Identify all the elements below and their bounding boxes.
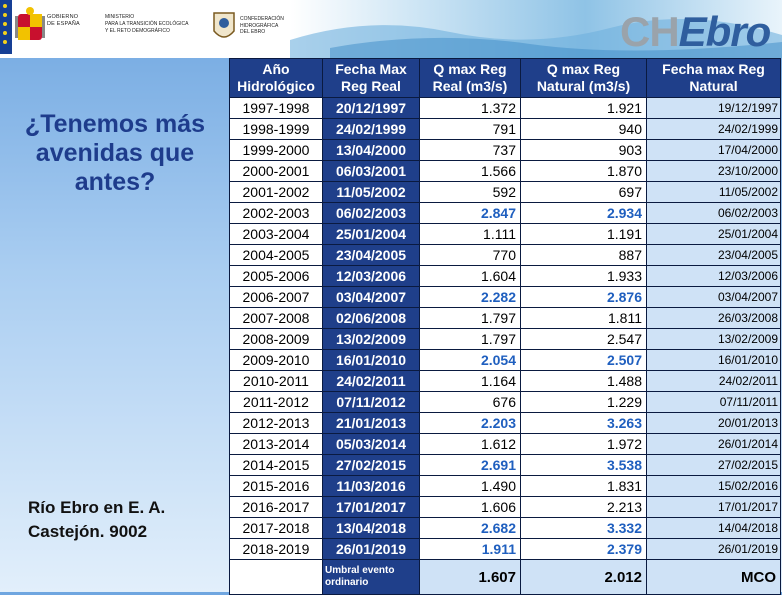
- q-real-cell: 592: [420, 182, 521, 203]
- q-natural-cell: 1.811: [521, 308, 647, 329]
- year-cell: 2012-2013: [230, 413, 323, 434]
- q-real-cell: 1.612: [420, 434, 521, 455]
- table-row: [230, 371, 781, 392]
- q-real-cell: 1.797: [420, 308, 521, 329]
- q-natural-cell: 1.488: [521, 371, 647, 392]
- date-real-cell: 17/01/2017: [323, 497, 420, 518]
- date-real-cell: 11/05/2002: [323, 182, 420, 203]
- col-header-year: Año Hidrológico: [230, 59, 323, 98]
- table-row: [230, 350, 781, 371]
- chebro-brand: CHEbro: [620, 8, 771, 55]
- q-natural-cell: 3.332: [521, 518, 647, 539]
- table-row: [230, 161, 781, 182]
- date-natural-cell: 19/12/1997: [647, 98, 781, 119]
- threshold-blank-cell: [230, 560, 323, 595]
- date-real-cell: 02/06/2008: [323, 308, 420, 329]
- year-cell: 2002-2003: [230, 203, 323, 224]
- year-cell: 2017-2018: [230, 518, 323, 539]
- table-row: [230, 182, 781, 203]
- q-natural-cell: 1.191: [521, 224, 647, 245]
- col-header-date-natural: Fecha max Reg Natural: [647, 59, 781, 98]
- year-cell: 1999-2000: [230, 140, 323, 161]
- table-row: [230, 518, 781, 539]
- date-natural-cell: 07/11/2011: [647, 392, 781, 413]
- date-natural-cell: 03/04/2007: [647, 287, 781, 308]
- q-natural-cell: 1.921: [521, 98, 647, 119]
- q-real-cell: 737: [420, 140, 521, 161]
- q-real-cell: 2.203: [420, 413, 521, 434]
- date-natural-cell: 24/02/2011: [647, 371, 781, 392]
- date-real-cell: 05/03/2014: [323, 434, 420, 455]
- table-row: [230, 413, 781, 434]
- date-real-cell: 03/04/2007: [323, 287, 420, 308]
- q-real-cell: 1.566: [420, 161, 521, 182]
- date-natural-cell: 15/02/2016: [647, 476, 781, 497]
- table-row: [230, 287, 781, 308]
- table-row: [230, 224, 781, 245]
- date-real-cell: 11/03/2016: [323, 476, 420, 497]
- q-real-cell: 1.604: [420, 266, 521, 287]
- year-cell: 2004-2005: [230, 245, 323, 266]
- year-cell: 2008-2009: [230, 329, 323, 350]
- year-cell: 2011-2012: [230, 392, 323, 413]
- date-natural-cell: 26/03/2008: [647, 308, 781, 329]
- year-cell: 2003-2004: [230, 224, 323, 245]
- col-header-q-natural: Q max Reg Natural (m3/s): [521, 59, 647, 98]
- date-natural-cell: 20/01/2013: [647, 413, 781, 434]
- ministry-label: MINISTERIO PARA LA TRANSICIÓN ECOLÓGICA Y EL RETO DEMOGRÁFICO: [105, 14, 189, 34]
- date-natural-cell: 27/02/2015: [647, 455, 781, 476]
- year-cell: 2013-2014: [230, 434, 323, 455]
- year-cell: 2014-2015: [230, 455, 323, 476]
- q-real-cell: 1.797: [420, 329, 521, 350]
- year-cell: 2018-2019: [230, 539, 323, 560]
- threshold-row: [230, 560, 781, 595]
- date-real-cell: 24/02/1999: [323, 119, 420, 140]
- threshold-label-cell: Umbral evento ordinario: [323, 560, 420, 595]
- table-row: [230, 434, 781, 455]
- table-row: [230, 539, 781, 560]
- date-real-cell: 21/01/2013: [323, 413, 420, 434]
- date-natural-cell: 23/10/2000: [647, 161, 781, 182]
- date-natural-cell: 12/03/2006: [647, 266, 781, 287]
- date-real-cell: 25/01/2004: [323, 224, 420, 245]
- year-cell: 2010-2011: [230, 371, 323, 392]
- q-real-cell: 1.111: [420, 224, 521, 245]
- q-real-cell: 1.911: [420, 539, 521, 560]
- date-real-cell: 27/02/2015: [323, 455, 420, 476]
- government-label: GOBIERNO DE ESPAÑA: [47, 14, 80, 27]
- table-row: [230, 329, 781, 350]
- date-real-cell: 13/02/2009: [323, 329, 420, 350]
- table-row: [230, 455, 781, 476]
- date-real-cell: 26/01/2019: [323, 539, 420, 560]
- table-row: [230, 392, 781, 413]
- q-natural-cell: 2.379: [521, 539, 647, 560]
- eu-flag-strip: [0, 0, 12, 54]
- year-cell: 2015-2016: [230, 476, 323, 497]
- table-row: [230, 98, 781, 119]
- date-natural-cell: 17/01/2017: [647, 497, 781, 518]
- q-natural-cell: 1.870: [521, 161, 647, 182]
- flood-data-table: [229, 58, 781, 595]
- threshold-q-natural-cell: 2.012: [521, 560, 647, 595]
- date-natural-cell: 26/01/2014: [647, 434, 781, 455]
- date-natural-cell: 14/04/2018: [647, 518, 781, 539]
- q-natural-cell: 1.831: [521, 476, 647, 497]
- date-natural-cell: 26/01/2019: [647, 539, 781, 560]
- q-real-cell: 2.682: [420, 518, 521, 539]
- date-real-cell: 06/02/2003: [323, 203, 420, 224]
- year-cell: 2009-2010: [230, 350, 323, 371]
- year-cell: 2005-2006: [230, 266, 323, 287]
- date-natural-cell: 11/05/2002: [647, 182, 781, 203]
- q-real-cell: 770: [420, 245, 521, 266]
- year-cell: 2016-2017: [230, 497, 323, 518]
- date-natural-cell: 13/02/2009: [647, 329, 781, 350]
- q-real-cell: 2.054: [420, 350, 521, 371]
- confederation-seal-icon: [212, 9, 236, 43]
- q-natural-cell: 1.972: [521, 434, 647, 455]
- year-cell: 1997-1998: [230, 98, 323, 119]
- q-real-cell: 1.372: [420, 98, 521, 119]
- date-natural-cell: 24/02/1999: [647, 119, 781, 140]
- q-natural-cell: 1.229: [521, 392, 647, 413]
- q-real-cell: 676: [420, 392, 521, 413]
- table-row: [230, 308, 781, 329]
- date-real-cell: 24/02/2011: [323, 371, 420, 392]
- date-natural-cell: 25/01/2004: [647, 224, 781, 245]
- year-cell: 2006-2007: [230, 287, 323, 308]
- q-natural-cell: 2.213: [521, 497, 647, 518]
- table-row: [230, 203, 781, 224]
- q-natural-cell: 697: [521, 182, 647, 203]
- slide-title: ¿Tenemos más avenidas que antes?: [24, 110, 206, 196]
- threshold-q-real-cell: 1.607: [420, 560, 521, 595]
- station-label: Río Ebro en E. A. Castejón. 9002: [28, 498, 166, 541]
- table-header-row: [230, 59, 781, 98]
- q-real-cell: 791: [420, 119, 521, 140]
- date-natural-cell: 16/01/2010: [647, 350, 781, 371]
- date-real-cell: 16/01/2010: [323, 350, 420, 371]
- year-cell: 2000-2001: [230, 161, 323, 182]
- q-natural-cell: 2.876: [521, 287, 647, 308]
- date-natural-cell: 17/04/2000: [647, 140, 781, 161]
- q-natural-cell: 2.547: [521, 329, 647, 350]
- date-natural-cell: 23/04/2005: [647, 245, 781, 266]
- q-real-cell: 2.691: [420, 455, 521, 476]
- col-header-date-real: Fecha Max Reg Real: [323, 59, 420, 98]
- q-real-cell: 1.164: [420, 371, 521, 392]
- q-real-cell: 1.490: [420, 476, 521, 497]
- date-real-cell: 13/04/2000: [323, 140, 420, 161]
- col-header-q-real: Q max Reg Real (m3/s): [420, 59, 521, 98]
- date-real-cell: 13/04/2018: [323, 518, 420, 539]
- year-cell: 2001-2002: [230, 182, 323, 203]
- table-row: [230, 266, 781, 287]
- table-row: [230, 140, 781, 161]
- table-row: [230, 245, 781, 266]
- date-real-cell: 06/03/2001: [323, 161, 420, 182]
- date-real-cell: 12/03/2006: [323, 266, 420, 287]
- year-cell: 2007-2008: [230, 308, 323, 329]
- government-logo: [15, 6, 195, 48]
- q-natural-cell: 2.934: [521, 203, 647, 224]
- q-natural-cell: 940: [521, 119, 647, 140]
- q-natural-cell: 1.933: [521, 266, 647, 287]
- table-row: [230, 119, 781, 140]
- q-natural-cell: 3.538: [521, 455, 647, 476]
- date-natural-cell: 06/02/2003: [647, 203, 781, 224]
- table-row: [230, 497, 781, 518]
- q-real-cell: 2.282: [420, 287, 521, 308]
- q-real-cell: 2.847: [420, 203, 521, 224]
- q-real-cell: 1.606: [420, 497, 521, 518]
- date-real-cell: 23/04/2005: [323, 245, 420, 266]
- date-real-cell: 20/12/1997: [323, 98, 420, 119]
- q-natural-cell: 903: [521, 140, 647, 161]
- q-natural-cell: 887: [521, 245, 647, 266]
- coat-of-arms-icon: [15, 6, 45, 46]
- header-bar: [0, 0, 782, 58]
- q-natural-cell: 3.263: [521, 413, 647, 434]
- q-natural-cell: 2.507: [521, 350, 647, 371]
- date-real-cell: 07/11/2012: [323, 392, 420, 413]
- confederation-label: CONFEDERACIÓN HIDROGRÁFICA DEL EBRO: [240, 16, 284, 35]
- table-row: [230, 476, 781, 497]
- threshold-tag-cell: MCO: [647, 560, 781, 595]
- year-cell: 1998-1999: [230, 119, 323, 140]
